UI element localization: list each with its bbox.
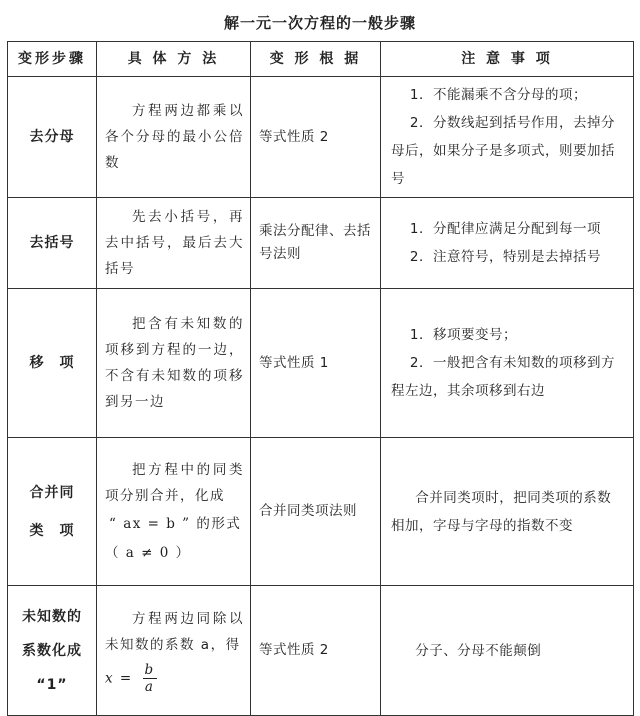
basis-cell: 等式性质 1 <box>251 289 381 438</box>
step-cell <box>8 586 97 716</box>
step-line: 未知数的 <box>22 608 82 625</box>
method-text: 把含有未知数的项移到方程的一边，不含有未知数的项移到另一边 <box>105 316 244 410</box>
notes-cell <box>381 438 634 586</box>
basis-cell: 合并同类项法则 <box>251 438 381 586</box>
header-basis: 变 形 根 据 <box>251 42 381 77</box>
note-line: 合并同类项时，把同类项的系数相加，字母与字母的指数不变 <box>391 489 612 534</box>
formula-lhs: x = <box>105 670 133 687</box>
basis-cell: 等式性质 2 <box>251 586 381 716</box>
note-line: 1．不能漏乘不含分母的项； <box>409 87 587 103</box>
method-cell <box>97 198 251 289</box>
note-line: 分子、分母不能颠倒 <box>415 642 542 659</box>
method-condition: （ a ≠ 0 ） <box>105 544 191 561</box>
step-cell: 移 项 <box>8 289 97 438</box>
steps-table <box>7 41 634 716</box>
step-cell <box>8 438 97 586</box>
step-line: “1” <box>36 676 68 693</box>
step-line: 系数化成 <box>22 642 82 659</box>
step-cell: 去分母 <box>8 77 97 198</box>
notes-cell <box>381 586 634 716</box>
notes-cell <box>381 198 634 289</box>
notes-cell <box>381 77 634 198</box>
method-cell <box>97 77 251 198</box>
method-cell <box>97 289 251 438</box>
header-method: 具 体 方 法 <box>97 42 251 77</box>
method-text: 把方程中的同类项分别合并，化成 <box>105 461 244 504</box>
note-line: 2．一般把含有未知数的项移到方程左边，其余项移到右边 <box>391 355 615 399</box>
step-cell: 去括号 <box>8 198 97 289</box>
step-line: 类 项 <box>29 522 75 539</box>
method-formula: “ ax = b ” 的形式 <box>109 515 242 532</box>
notes-cell <box>381 289 634 438</box>
basis-cell: 乘法分配律、去括号法则 <box>251 198 381 289</box>
method-text: 先去小括号，再去中括号，最后去大括号 <box>105 209 244 277</box>
note-line: 2．注意符号，特别是去掉括号 <box>409 249 601 265</box>
note-line: 1．移项要变号； <box>409 327 517 343</box>
table-row <box>8 586 634 716</box>
method-cell <box>97 438 251 586</box>
table-row <box>8 198 634 289</box>
header-row <box>8 42 634 77</box>
formula-numerator: b <box>144 662 155 678</box>
method-text: 方程两边同除以未知数的系数 a，得 <box>105 611 244 653</box>
method-formula <box>105 662 244 695</box>
page-title: 解一元一次方程的一般步骤 <box>223 14 416 32</box>
note-line: 1．分配律应满足分配到每一项 <box>409 221 601 237</box>
formula-denominator: a <box>144 679 155 695</box>
basis-cell: 等式性质 2 <box>251 77 381 198</box>
method-text: 方程两边都乘以各个分母的最小公倍数 <box>105 103 244 171</box>
header-step: 变形步骤 <box>8 42 97 77</box>
table-row <box>8 77 634 198</box>
table-row <box>8 438 634 586</box>
note-line: 2．分数线起到括号作用，去掉分母后，如果分子是多项式，则要加括号 <box>391 115 615 187</box>
table-row <box>8 289 634 438</box>
step-line: 合并同 <box>29 484 75 501</box>
header-notes: 注 意 事 项 <box>381 42 634 77</box>
formula-fraction <box>143 662 157 695</box>
method-cell <box>97 586 251 716</box>
